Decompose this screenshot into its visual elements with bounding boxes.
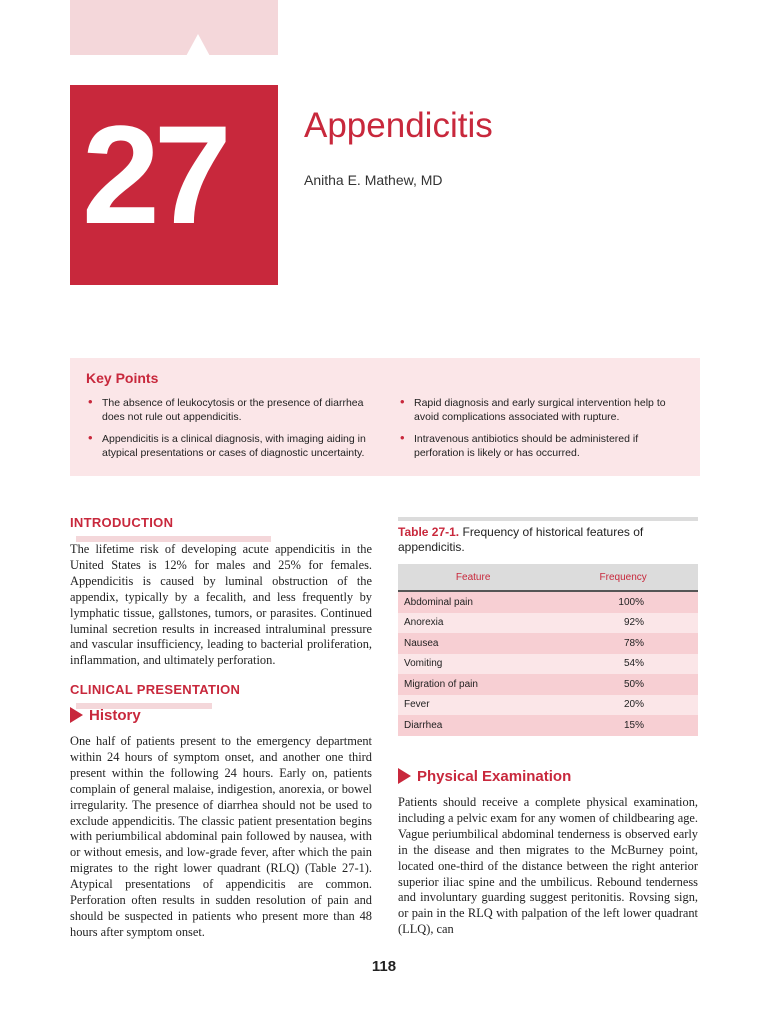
feature-cell: Migration of pain: [398, 674, 548, 695]
table-top-rule: [398, 517, 698, 521]
column-header-feature: Feature: [398, 564, 548, 591]
physical-exam-text: Patients should receive a complete physical examination, including a pelvic exam for any women of childbearing age. Vague periumbilical abdominal tenderness is observed early in the disease and then migrates to the McBurney point, located one-third of the distance between the right anterior superior iliac spine and the umbilicus. Rebound tenderness and involuntary guarding suggest peritonitis. Rovsing sign, or pain in the RLQ with palpation of the left lower quadrant (LLQ), can: [398, 795, 698, 937]
table-row: [398, 591, 698, 613]
arrow-right-icon: [398, 768, 411, 784]
frequency-cell: 92%: [548, 613, 698, 634]
frequency-cell: 78%: [548, 633, 698, 654]
table-row: [398, 654, 698, 675]
chapter-number: 27: [82, 96, 226, 253]
table-row: [398, 695, 698, 716]
history-text: One half of patients present to the emergency department within 24 hours of symptom onset, and another one third present within the following 24 hours. Early on, patients complain of general malaise, indigestion, anorexia, or bowel irregularity. The presence of diarrhea should not be used to exclude appendicitis. The classic patient presentation begins with periumbilical abdominal pain followed by nausea, with or without emesis, and low-grade fever, after which the pain migrates to the right lower quadrant (RLQ) (Table 27-1). Atypical presentations of appendicitis are common. Perforation often results in sudden resolution of pain and should be suspected in patients who present more than 48 hours after symptom onset.: [70, 734, 372, 939]
key-points-left: [86, 396, 371, 468]
chapter-author: Anitha E. Mathew, MD: [304, 172, 443, 188]
key-points-title: Key Points: [86, 370, 159, 386]
physical-exam-heading: [398, 768, 571, 785]
clinical-presentation-heading-text: CLINICAL PRESENTATION: [70, 682, 241, 697]
table-row: [398, 613, 698, 634]
history-heading-text: History: [89, 707, 141, 724]
feature-cell: Abdominal pain: [398, 591, 548, 613]
chapter-number-box: [70, 85, 278, 285]
arrow-right-icon: [70, 707, 83, 723]
key-points-box: [70, 358, 700, 476]
chapter-title: Appendicitis: [304, 106, 493, 145]
table-row: [398, 715, 698, 736]
frequency-cell: 20%: [548, 695, 698, 716]
feature-cell: Vomiting: [398, 654, 548, 675]
feature-cell: Anorexia: [398, 613, 548, 634]
frequency-cell: 100%: [548, 591, 698, 613]
feature-cell: Nausea: [398, 633, 548, 654]
table-caption-text: Frequency of historical features of appendicitis.: [398, 525, 644, 554]
table-label: Table 27-1.: [398, 525, 460, 539]
tab-notch: [185, 34, 211, 58]
column-header-frequency: Frequency: [548, 564, 698, 591]
introduction-text: The lifetime risk of developing acute appendicitis in the United States is 12% for males and 25% for females. Appendicitis is caused by luminal obstruction of the appendix, typically by a fecalith, and less frequently by lymphatic tissue, gallstones, tumors, or parasites. Continued luminal secretion results in increased intraluminal pressure and vascular insufficiency, leading to bacterial proliferation, inflammation, and ultimately perforation.: [70, 542, 372, 668]
frequency-table: [398, 564, 698, 736]
heading-rule: [76, 536, 271, 542]
table-caption: [398, 525, 698, 555]
frequency-cell: 15%: [548, 715, 698, 736]
frequency-cell: 54%: [548, 654, 698, 675]
key-point: • Appendicitis is a clinical diagnosis, with imaging aiding in atypical presentations or cases of diagnostic uncertainty.: [86, 432, 371, 460]
feature-cell: Fever: [398, 695, 548, 716]
table-row: [398, 633, 698, 654]
introduction-heading: [70, 515, 370, 545]
table-row: [398, 674, 698, 695]
key-point: • Rapid diagnosis and early surgical intervention help to avoid complications associated with rupture.: [398, 396, 683, 424]
introduction-heading-text: INTRODUCTION: [70, 515, 174, 530]
physical-exam-heading-text: Physical Examination: [417, 768, 572, 785]
key-point: • The absence of leukocytosis or the presence of diarrhea does not rule out appendicitis.: [86, 396, 371, 424]
frequency-cell: 50%: [548, 674, 698, 695]
feature-cell: Diarrhea: [398, 715, 548, 736]
history-heading: [70, 707, 141, 724]
page-number: 118: [371, 958, 397, 975]
chapter-tab: [70, 0, 278, 55]
table-header-row: [398, 564, 698, 591]
key-point: • Intravenous antibiotics should be administered if perforation is likely or has occurred.: [398, 432, 683, 460]
key-points-right: [398, 396, 683, 468]
